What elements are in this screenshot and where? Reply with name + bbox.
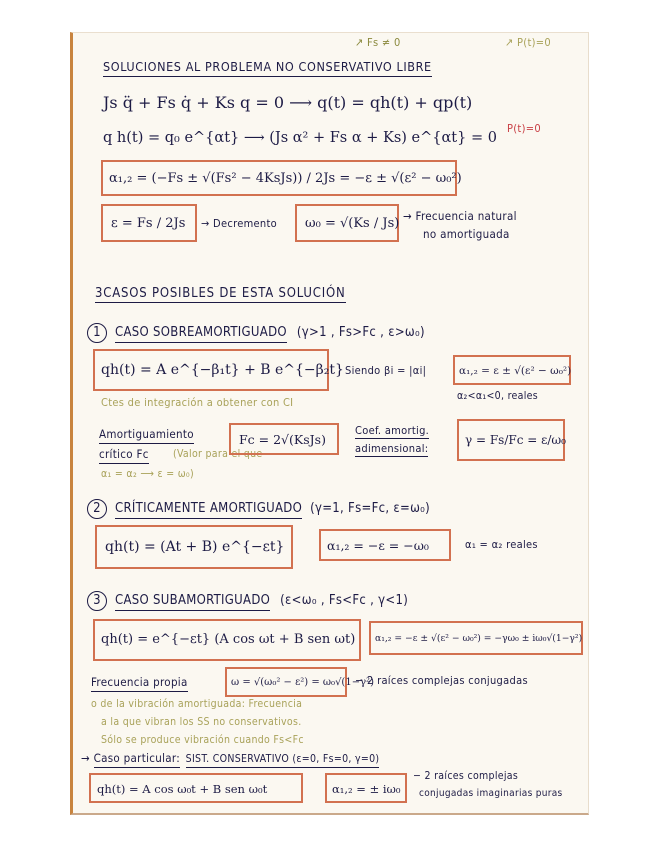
case1-alpha-box: [453, 355, 571, 385]
case1-title: CASO SOBREAMORTIGUADO: [115, 325, 287, 343]
case3-alpha: α₁,₂ = −ε ± √(ε² − ω₀²) = −γω₀ ± iω₀√(1−γ²): [375, 633, 583, 644]
homogeneous-solution: q h(t) = q₀ e^{αt} ⟶ (Js α² + Fs α + Ks) e^{αt} = 0: [103, 130, 497, 146]
gamma-formula: γ = Fs/Fc = ε/ω₀: [465, 433, 566, 447]
omega0-label-1: → Frecuencia natural: [403, 209, 517, 223]
case2-title: CRÍTICAMENTE AMORTIGUADO: [115, 501, 302, 519]
critical-label-1: Amortiguamiento: [99, 429, 194, 444]
case2-heading: [87, 499, 430, 519]
case1-constants-note: Ctes de integración a obtener con CI: [101, 396, 294, 409]
case3-number: 3: [87, 591, 107, 611]
fs-nonzero-note: ↗ Fs ≠ 0: [355, 36, 401, 49]
omega0-label-2: no amortiguada: [423, 227, 510, 241]
gamma-box: [457, 419, 565, 461]
particular-alpha: α₁,₂ = ± iω₀: [332, 782, 401, 796]
particular-solution: qh(t) = A cos ω₀t + B sen ω₀t: [97, 782, 268, 796]
freq-box: [225, 667, 374, 697]
case2-solution-box: [95, 525, 293, 569]
omega0-formula: ω₀ = √(Ks / Js): [305, 216, 400, 231]
critical-note-2: α₁ = α₂ ⟶ ε = ω₀): [101, 468, 194, 480]
alpha-formula: α₁,₂ = (−Fs ± √(Fs² − 4KsJs)) / 2Js = −ε ± √(ε² − ω₀²): [109, 171, 462, 186]
case1-order: α₂<α₁<0, reales: [457, 390, 538, 402]
case1-conditions: (γ>1 , Fs>Fc , ε>ω₀): [296, 325, 425, 340]
case2-number: 2: [87, 499, 107, 519]
epsilon-label: → Decremento: [201, 217, 278, 230]
critical-label-2: crítico Fc: [99, 449, 149, 464]
case3-note-2: a la que vibran los SS no conservativos.: [101, 716, 302, 728]
critical-note-1: (Valor para el que: [173, 448, 263, 460]
particular-zero-note: P(t)=0: [507, 122, 541, 135]
case3-solution: qh(t) = e^{−εt} (A cos ωt + B sen ωt): [101, 632, 356, 647]
case3-note-1: o de la vibración amortiguada: Frecuencia: [91, 698, 303, 710]
particular-alpha-box: [325, 773, 407, 803]
particular-text: SIST. CONSERVATIVO (ε=0, Fs=0, γ=0): [186, 753, 380, 768]
case3-note-3: Sólo se produce vibración cuando Fs<Fc: [101, 734, 304, 746]
coef-label-1: Coef. amortig.: [355, 424, 430, 437]
case1-heading: [87, 323, 425, 343]
particular-label: Caso particular:: [94, 751, 180, 768]
case2-solution: qh(t) = (At + B) e^{−εt}: [105, 539, 285, 555]
fc-formula: Fc = 2√(KsJs): [239, 432, 326, 447]
omega0-box: [295, 204, 399, 242]
page-title: SOLUCIONES AL PROBLEMA NO CONSERVATIVO LIBRE: [103, 61, 432, 77]
particular-note-1: − 2 raíces complejas: [413, 770, 519, 782]
particular-case-line: [81, 753, 379, 765]
case1-alpha: α₁,₂ = ε ± √(ε² − ω₀²): [459, 365, 572, 377]
case1-number: 1: [87, 323, 107, 343]
case1-solution-box: [93, 349, 344, 391]
case2-alpha: α₁,₂ = −ε = −ω₀: [327, 538, 429, 553]
particular-note-2: conjugadas imaginarias puras: [419, 788, 563, 799]
notebook-page: [70, 32, 589, 815]
pt-zero-note: ↗ P(t)=0: [505, 36, 551, 49]
coef-label-2: adimensional:: [355, 442, 429, 455]
epsilon-formula: ε = Fs / 2Js: [111, 216, 186, 231]
case1-solution: qh(t) = A e^{−β₁t} + B e^{−β₂t}: [101, 362, 344, 378]
section-heading: 3CASOS POSIBLES DE ESTA SOLUCIÓN: [95, 286, 346, 301]
case2-conditions: (γ=1, Fs=Fc, ε=ω₀): [310, 501, 431, 516]
particular-solution-box: [89, 773, 303, 803]
case2-alpha-box: [319, 529, 451, 561]
case3-heading: [87, 591, 408, 611]
epsilon-box: [101, 204, 197, 242]
freq-label: Frecuencia propia: [91, 677, 188, 692]
equation-of-motion: Js q̈ + Fs q̇ + Ks q = 0 ⟶ q(t) = qh(t) + qp(t): [103, 93, 473, 112]
case1-siendo: Siendo βi = |αi|: [345, 364, 427, 377]
particular-arrow: →: [81, 751, 90, 765]
case3-title: CASO SUBAMORTIGUADO: [115, 593, 270, 611]
case2-note: α₁ = α₂ reales: [465, 538, 538, 551]
alpha-formula-box: [101, 160, 462, 196]
freq-formula: ω = √(ω₀² − ε²) = ω₀√(1−γ²): [231, 677, 374, 688]
case3-alpha-box: [369, 621, 583, 655]
case3-solution-box: [93, 619, 361, 661]
fc-box: [229, 423, 339, 455]
freq-roots-note: − 2 raíces complejas conjugadas: [355, 674, 528, 687]
case3-conditions: (ε<ω₀ , Fs<Fc , γ<1): [280, 593, 409, 608]
